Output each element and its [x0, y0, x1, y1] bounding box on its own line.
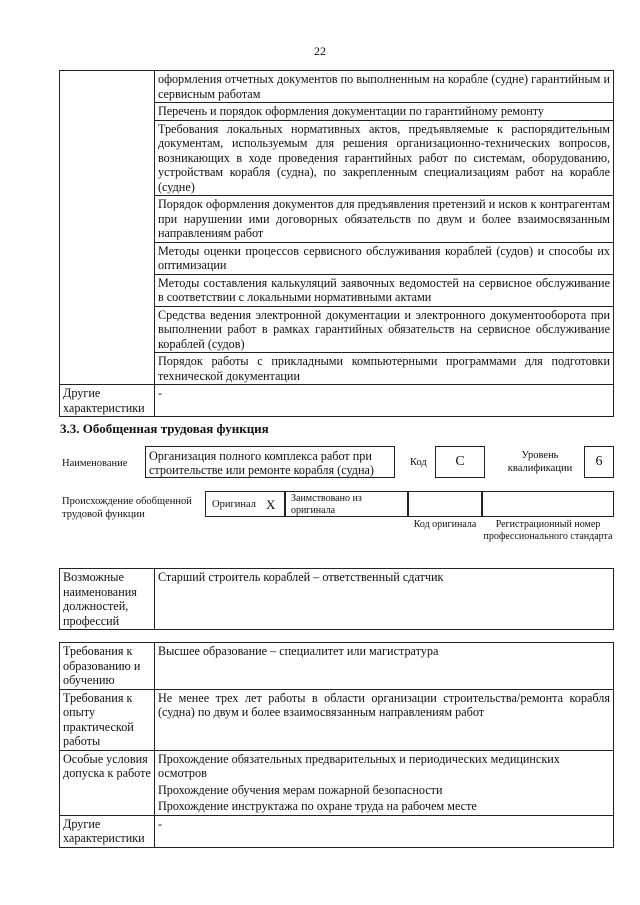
- function-name-box: Организация полного комплекса работ при строительстве или ремонте корабля (судна): [145, 446, 395, 478]
- other-characteristics-label: Другие характеристики: [60, 815, 155, 847]
- level-label: Уровень квалификации: [507, 450, 573, 474]
- code-box: C: [435, 446, 485, 478]
- education-value: Высшее образование – специалитет или магистратура: [154, 643, 613, 690]
- knowledge-table: [59, 70, 614, 417]
- experience-value: Не менее трех лет работы в области организации строительства/ремонта корабля (судна) по двум и более взаимосвязанным направлениям работ: [154, 689, 613, 750]
- borrowed-box: Заимствовано из оригинала: [285, 491, 408, 517]
- original-mark: X: [266, 497, 276, 512]
- knowledge-row: Методы оценки процессов сервисного обслуживания кораблей (судов) и способы их оптимизации: [154, 242, 613, 274]
- conditions-item: Прохождение инструктажа по охране труда на рабочем месте: [154, 798, 613, 815]
- knowledge-row: Порядок работы с прикладными компьютерными программами для подготовки технической документации: [154, 353, 613, 385]
- page-number: 22: [314, 44, 326, 58]
- knowledge-row: Методы составления калькуляций заявочных ведомостей на сервисное обслуживание в соответствии с локальными нормативными актами: [154, 274, 613, 306]
- registration-box: [482, 491, 614, 517]
- origin-label: Происхождение обобщенной трудовой функции: [62, 496, 192, 520]
- name-label: Наименование: [62, 458, 128, 469]
- empty-label-cell: [60, 71, 155, 385]
- original-label: Оригинал: [212, 499, 256, 510]
- knowledge-row: Средства ведения электронной документации и электронного документооборота при выполнении работ в рамках гарантийных обязательств на сервисное обслуживание кораблей (судов): [154, 306, 613, 353]
- other-characteristics-value: -: [154, 815, 613, 847]
- registration-caption: Регистрационный номер профессионального стандарта: [483, 519, 613, 542]
- conditions-label: Особые условия допуска к работе: [60, 750, 155, 815]
- education-label: Требования к образованию и обучению: [60, 643, 155, 690]
- code-label: Код: [410, 457, 427, 468]
- requirements-table: [59, 642, 614, 848]
- knowledge-row: Перечень и порядок оформления документации по гарантийному ремонту: [154, 103, 613, 121]
- level-box: 6: [584, 446, 614, 478]
- origin-code-box: [408, 491, 482, 517]
- knowledge-row: Порядок оформления документов для предъявления претензий и исков к контрагентам при нарушении ими договорных обязательств по двум и более взаимосвязанным направлениям работ: [154, 196, 613, 243]
- positions-table: [59, 568, 614, 630]
- section-title: 3.3. Обобщенная трудовая функция: [60, 421, 269, 436]
- conditions-item: Прохождение обучения мерам пожарной безопасности: [154, 782, 613, 799]
- knowledge-row: оформления отчетных документов по выполненным на корабле (судне) гарантийным и сервисным работам: [154, 71, 613, 103]
- positions-value: Старший строитель кораблей – ответственный сдатчик: [154, 569, 613, 630]
- knowledge-row: Требования локальных нормативных актов, предъявляемые к распорядительным документам, используемым для решения организационно-технических вопросов, возникающих в ходе проведения гарантийных работ по системам, оборудованию, устройствам корабля (судна), по закрепленным специализациям работ на корабле (судне): [154, 120, 613, 196]
- conditions-item: Прохождение обязательных предварительных и периодических медицинских осмотров: [154, 750, 613, 782]
- origin-code-caption: Код оригинала: [413, 519, 477, 530]
- experience-label: Требования к опыту практической работы: [60, 689, 155, 750]
- original-box: [205, 491, 285, 517]
- other-characteristics-label: Другие характеристики: [60, 385, 155, 417]
- positions-label: Возможные наименования должностей, профессий: [60, 569, 155, 630]
- other-characteristics-value: -: [154, 385, 613, 417]
